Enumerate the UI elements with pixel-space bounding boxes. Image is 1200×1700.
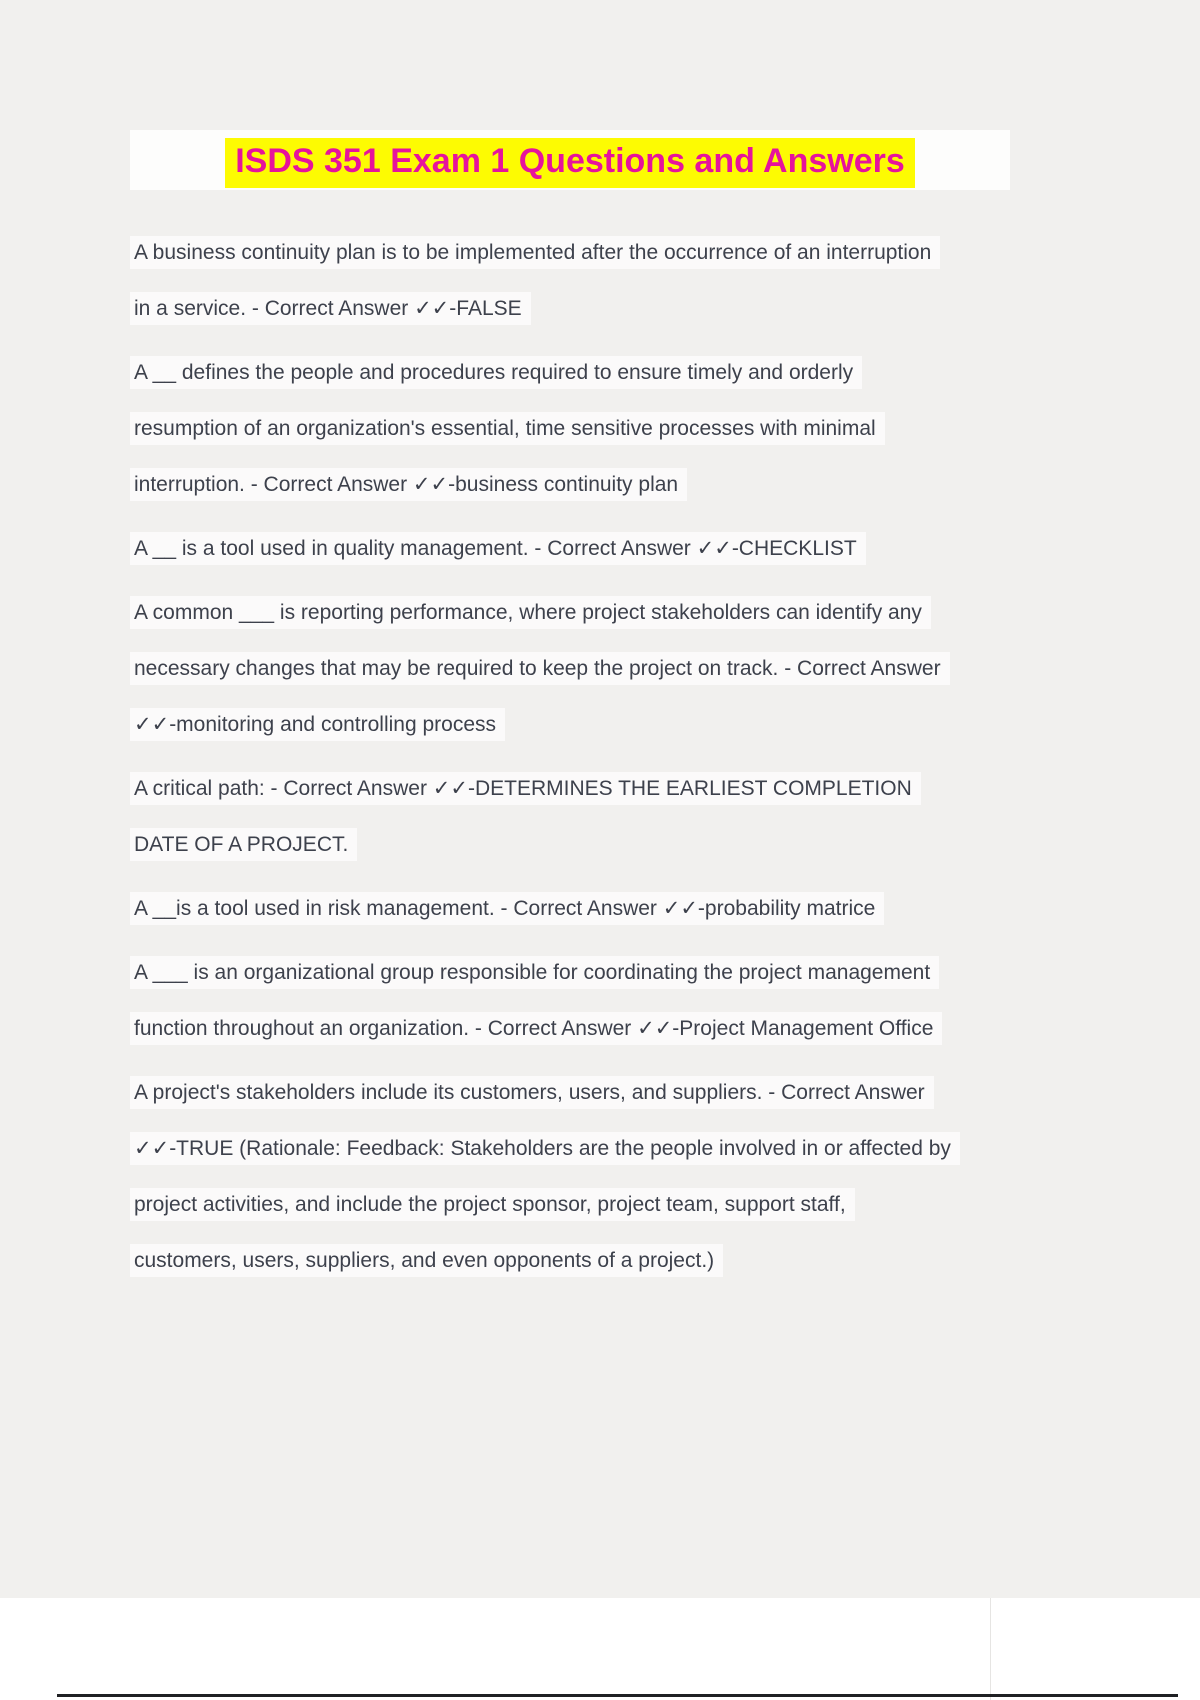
qa-paragraph: [130, 882, 1010, 938]
qa-line: [130, 1122, 1010, 1178]
qa-line-text: A common ___ is reporting performance, where project stakeholders can identify any: [130, 596, 931, 629]
qa-line: [130, 1178, 1010, 1234]
qa-line: [130, 522, 1010, 578]
qa-line: [130, 282, 1010, 338]
qa-line-text: A business continuity plan is to be implemented after the occurrence of an interruption: [130, 236, 940, 269]
qa-line: [130, 226, 1010, 282]
qa-paragraph: [130, 762, 1010, 874]
qa-line: [130, 818, 1010, 874]
document-page: [130, 130, 1010, 1298]
qa-line-text: necessary changes that may be required to keep the project on track. - Correct Answer: [130, 652, 950, 685]
qa-line-text: A __ defines the people and procedures required to ensure timely and orderly: [130, 356, 862, 389]
qa-line-text: ✓✓-TRUE (Rationale: Feedback: Stakeholders are the people involved in or affected by: [130, 1132, 960, 1165]
next-page-edge-shadow: [990, 1598, 991, 1700]
qa-line: [130, 586, 1010, 642]
qa-paragraph: [130, 226, 1010, 338]
document-title: ISDS 351 Exam 1 Questions and Answers: [225, 138, 915, 188]
qa-line: [130, 698, 1010, 754]
page-bottom-rule: [57, 1694, 1178, 1697]
qa-line-text: DATE OF A PROJECT.: [130, 828, 357, 861]
qa-line: [130, 1002, 1010, 1058]
qa-line-text: resumption of an organization's essential, time sensitive processes with minimal: [130, 412, 885, 445]
qa-line-text: in a service. - Correct Answer ✓✓-FALSE: [130, 292, 531, 325]
qa-paragraph: [130, 522, 1010, 578]
qa-line: [130, 946, 1010, 1002]
qa-line: [130, 762, 1010, 818]
qa-line-text: A __ is a tool used in quality management. - Correct Answer ✓✓-CHECKLIST: [130, 532, 866, 565]
qa-line: [130, 642, 1010, 698]
qa-line-text: A critical path: - Correct Answer ✓✓-DETERMINES THE EARLIEST COMPLETION: [130, 772, 921, 805]
qa-line-text: customers, users, suppliers, and even opponents of a project.): [130, 1244, 723, 1277]
qa-line-text: function throughout an organization. - Correct Answer ✓✓-Project Management Office: [130, 1012, 942, 1045]
qa-paragraph: [130, 586, 1010, 754]
qa-line: [130, 458, 1010, 514]
qa-line-text: A ___ is an organizational group responsible for coordinating the project management: [130, 956, 939, 989]
qa-line-text: ✓✓-monitoring and controlling process: [130, 708, 505, 741]
qa-line-text: interruption. - Correct Answer ✓✓-business continuity plan: [130, 468, 687, 501]
qa-line-text: A __is a tool used in risk management. - Correct Answer ✓✓-probability matrice: [130, 892, 884, 925]
qa-paragraph: [130, 1066, 1010, 1290]
qa-line: [130, 1066, 1010, 1122]
qa-line-text: project activities, and include the project sponsor, project team, support staff,: [130, 1188, 855, 1221]
document-title-strip: [130, 130, 1010, 190]
qa-paragraph: [130, 346, 1010, 514]
qa-line: [130, 1234, 1010, 1290]
qa-line-text: A project's stakeholders include its customers, users, and suppliers. - Correct Answer: [130, 1076, 934, 1109]
qa-line: [130, 882, 1010, 938]
qa-line: [130, 346, 1010, 402]
qa-paragraph: [130, 946, 1010, 1058]
qa-line: [130, 402, 1010, 458]
